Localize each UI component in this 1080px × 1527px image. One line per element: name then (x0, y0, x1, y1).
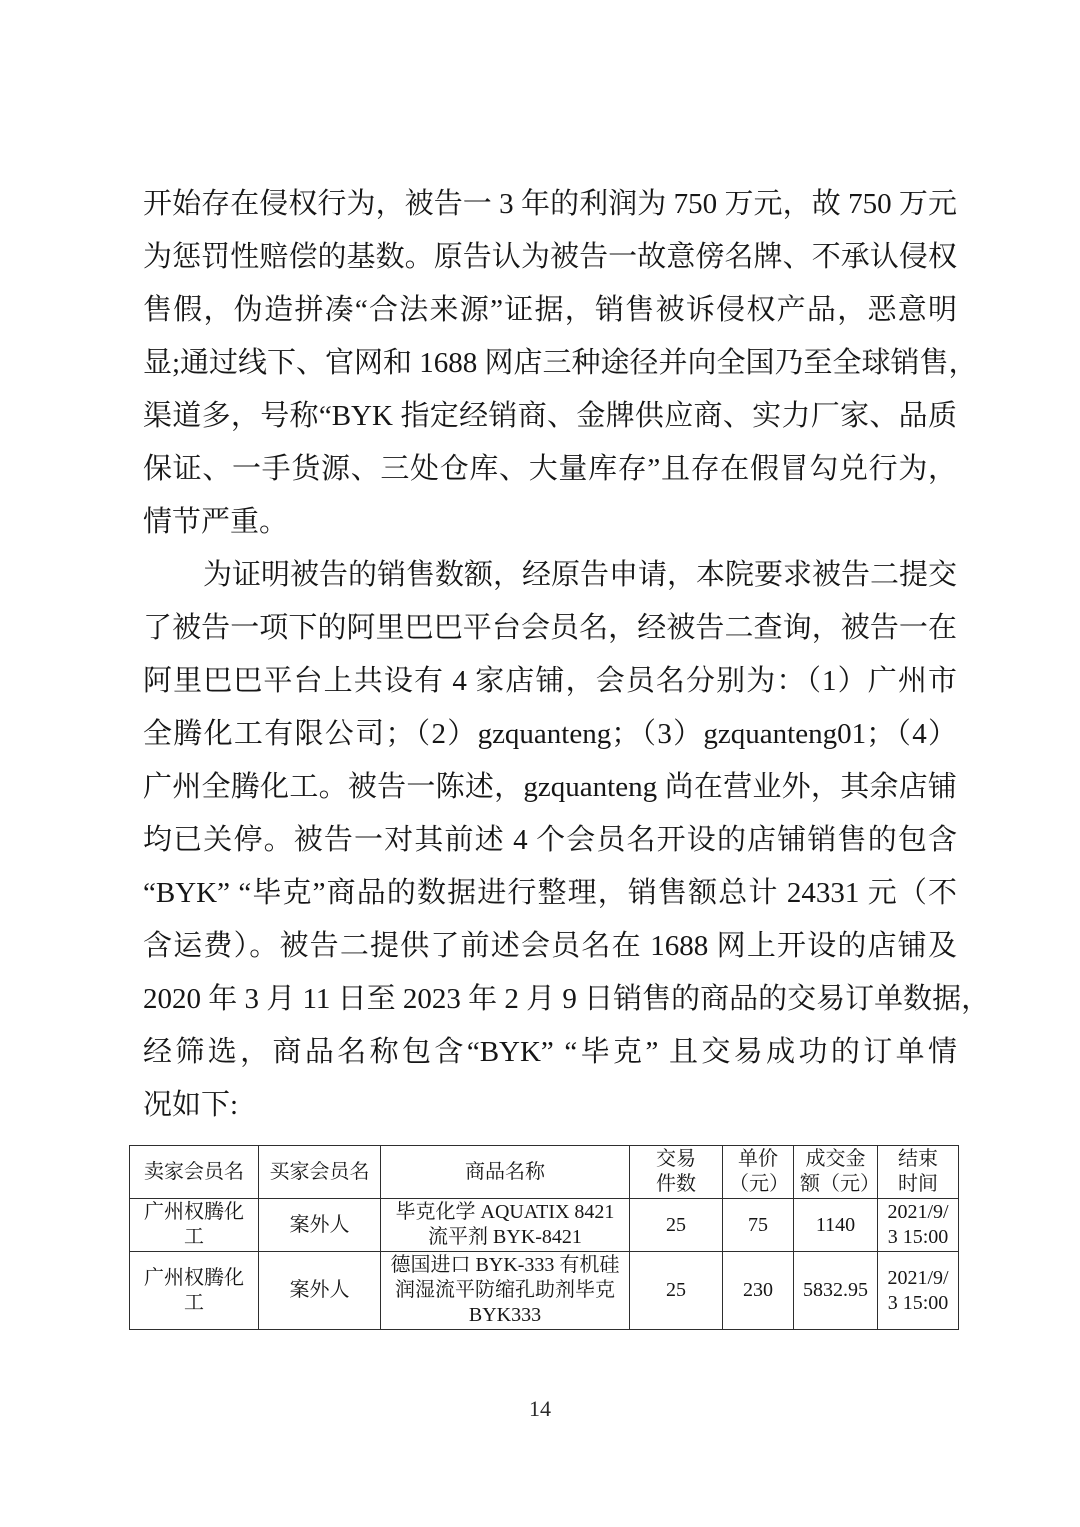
text-line: 2020 年 3 月 11 日至 2023 年 2 月 9 日销售的商品的交易订单数据， (143, 983, 991, 1015)
orders-table (129, 1145, 959, 1330)
text-line: 了被告一项下的阿里巴巴平台会员名，经被告二查询，被告一在 (143, 612, 957, 644)
table-header-row (130, 1146, 959, 1199)
text-line: 阿里巴巴平台上共设有 4 家店铺，会员名分别为：（1）广州市 (143, 665, 957, 697)
table-row (130, 1252, 959, 1330)
text-line: 经筛选，商品名称包含“BYK” “毕克” 且交易成功的订单情 (143, 1036, 957, 1068)
header-end-time: 结束 时间 (878, 1146, 959, 1199)
cell-amount: 1140 (794, 1199, 878, 1252)
text-line: 售假，伪造拼凑“合法来源”证据，销售被诉侵权产品，恶意明 (143, 294, 957, 326)
text-line: 开始存在侵权行为，被告一 3 年的利润为 750 万元，故 750 万元 (143, 188, 957, 220)
text-line: 均已关停。被告一对其前述 4 个会员名开设的店铺销售的包含 (143, 824, 957, 856)
cell-seller: 广州权腾化工 (130, 1199, 259, 1252)
text-line: 广州全腾化工。被告一陈述，gzquanteng 尚在营业外，其余店铺 (143, 771, 957, 803)
text-line: 保证、一手货源、三处仓库、大量库存”且存在假冒勾兑行为， (143, 453, 957, 485)
cell-quantity: 25 (630, 1199, 723, 1252)
cell-quantity: 25 (630, 1252, 723, 1330)
header-quantity: 交易 件数 (630, 1146, 723, 1199)
cell-amount: 5832.95 (794, 1252, 878, 1330)
text-line: “BYK” “毕克”商品的数据进行整理，销售额总计 24331 元（不 (143, 877, 957, 909)
text-line: 显;通过线下、官网和 1688 网店三种途径并向全国乃至全球销售， (143, 347, 978, 379)
cell-buyer: 案外人 (259, 1199, 381, 1252)
table-row (130, 1199, 959, 1252)
header-amount: 成交金 额（元） (794, 1146, 878, 1199)
text-line: 况如下: (143, 1089, 239, 1121)
text-line: 为惩罚性赔偿的基数。原告认为被告一故意傍名牌、不承认侵权 (143, 241, 957, 273)
text-line: 情节严重。 (143, 506, 289, 538)
cell-seller: 广州权腾化工 (130, 1252, 259, 1330)
judgment-text (143, 178, 991, 1132)
cell-unit-price: 75 (723, 1199, 794, 1252)
text-line: 为证明被告的销售数额，经原告申请，本院要求被告二提交 (203, 559, 958, 591)
text-line: 全腾化工有限公司；（2）gzquanteng；（3）gzquanteng01；（4） (143, 718, 957, 750)
header-seller: 卖家会员名 (130, 1146, 259, 1199)
cell-product: 毕克化学 AQUATIX 8421 流平剂 BYK-8421 (381, 1199, 630, 1252)
cell-unit-price: 230 (723, 1252, 794, 1330)
cell-buyer: 案外人 (259, 1252, 381, 1330)
cell-product: 德国进口 BYK-333 有机硅润湿流平防缩孔助剂毕克 BYK333 (381, 1252, 630, 1330)
header-unit-price: 单价 （元） (723, 1146, 794, 1199)
cell-end-time: 2021/9/3 15:00 (878, 1252, 959, 1330)
text-line: 含运费）。被告二提供了前述会员名在 1688 网上开设的店铺及 (143, 930, 957, 962)
header-buyer: 买家会员名 (259, 1146, 381, 1199)
header-product: 商品名称 (381, 1146, 630, 1199)
page-number: 14 (529, 1396, 551, 1421)
text-line: 渠道多，号称“BYK 指定经销商、金牌供应商、实力厂家、品质 (143, 400, 957, 432)
cell-end-time: 2021/9/3 15:00 (878, 1199, 959, 1252)
